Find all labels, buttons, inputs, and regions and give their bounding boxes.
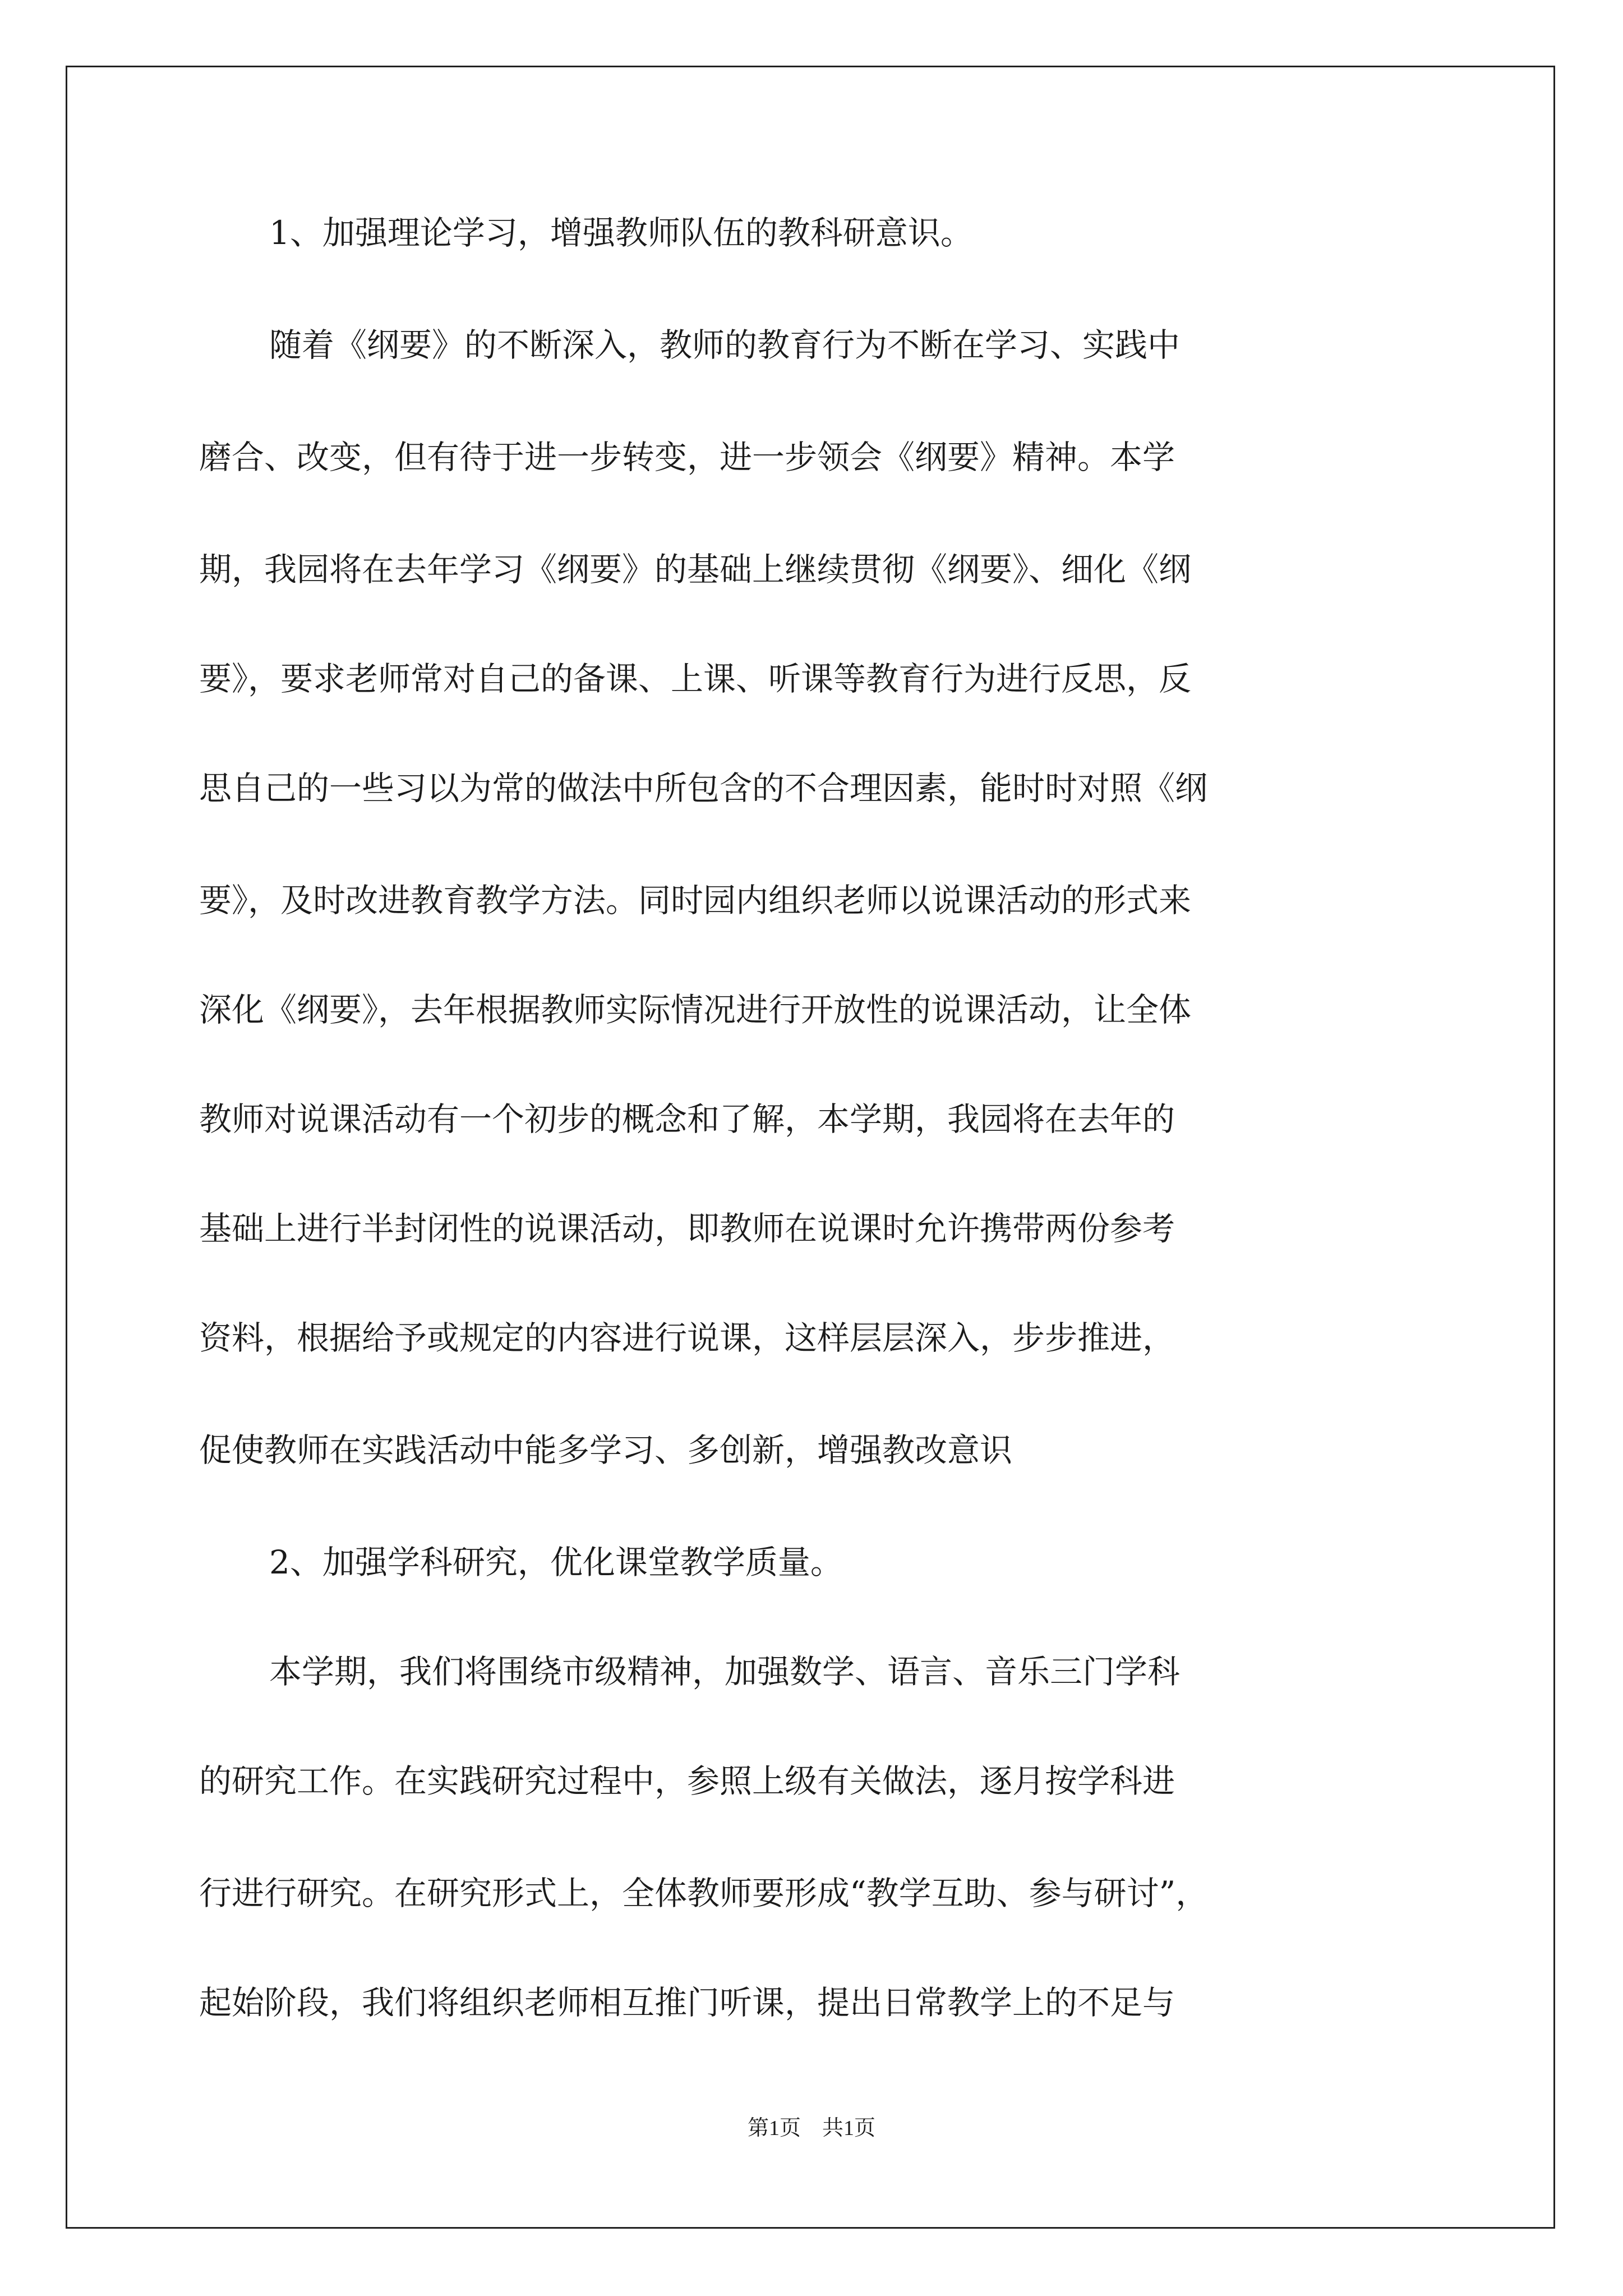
- text-line: 要》，及时改进教育教学方法。同时园内组织老师以说课活动的形式来: [199, 881, 1192, 919]
- text-line: 思自己的一些习以为常的做法中所包含的不合理因素，能时时对照《纲: [199, 769, 1208, 807]
- text-line: 磨合、改变，但有待于进一步转变，进一步领会《纲要》精神。本学: [199, 438, 1175, 476]
- text-line: 教师对说课活动有一个初步的概念和了解，本学期，我园将在去年的: [199, 1100, 1175, 1138]
- text-line: 基础上进行半封闭性的说课活动，即教师在说课时允许携带两份参考: [199, 1209, 1175, 1248]
- paragraph-heading-2: 2、加强学科研究，优化课堂教学质量。: [269, 1543, 843, 1581]
- text-line: 要》，要求老师常对自己的备课、上课、听课等教育行为进行反思，反: [199, 660, 1192, 698]
- text-line: 深化《纲要》，去年根据教师实际情况进行开放性的说课活动，让全体: [199, 991, 1192, 1029]
- text-line: 起始阶段，我们将组织老师相互推门听课，提出日常教学上的不足与: [199, 1984, 1175, 2022]
- text-line: 的研究工作。在实践研究过程中，参照上级有关做法，逐月按学科进: [199, 1762, 1175, 1800]
- text-line: 促使教师在实践活动中能多学习、多创新，增强教改意识: [199, 1431, 1013, 1469]
- text-line: 行进行研究。在研究形式上，全体教师要形成“教学互助、参与研讨”，: [199, 1874, 1209, 1912]
- text-line: 本学期，我们将围绕市级精神，加强数学、语言、音乐三门学科: [269, 1653, 1181, 1691]
- text-line: 随着《纲要》的不断深入，教师的教育行为不断在学习、实践中: [269, 326, 1181, 364]
- page-footer: 第1页 共1页: [747, 2116, 875, 2140]
- text-line: 期，我园将在去年学习《纲要》的基础上继续贯彻《纲要》、细化《纲: [199, 550, 1192, 588]
- paragraph-heading-1: 1、加强理论学习，增强教师队伍的教科研意识。: [269, 214, 973, 252]
- text-line: 资料，根据给予或规定的内容进行说课，这样层层深入，步步推进，: [199, 1319, 1175, 1357]
